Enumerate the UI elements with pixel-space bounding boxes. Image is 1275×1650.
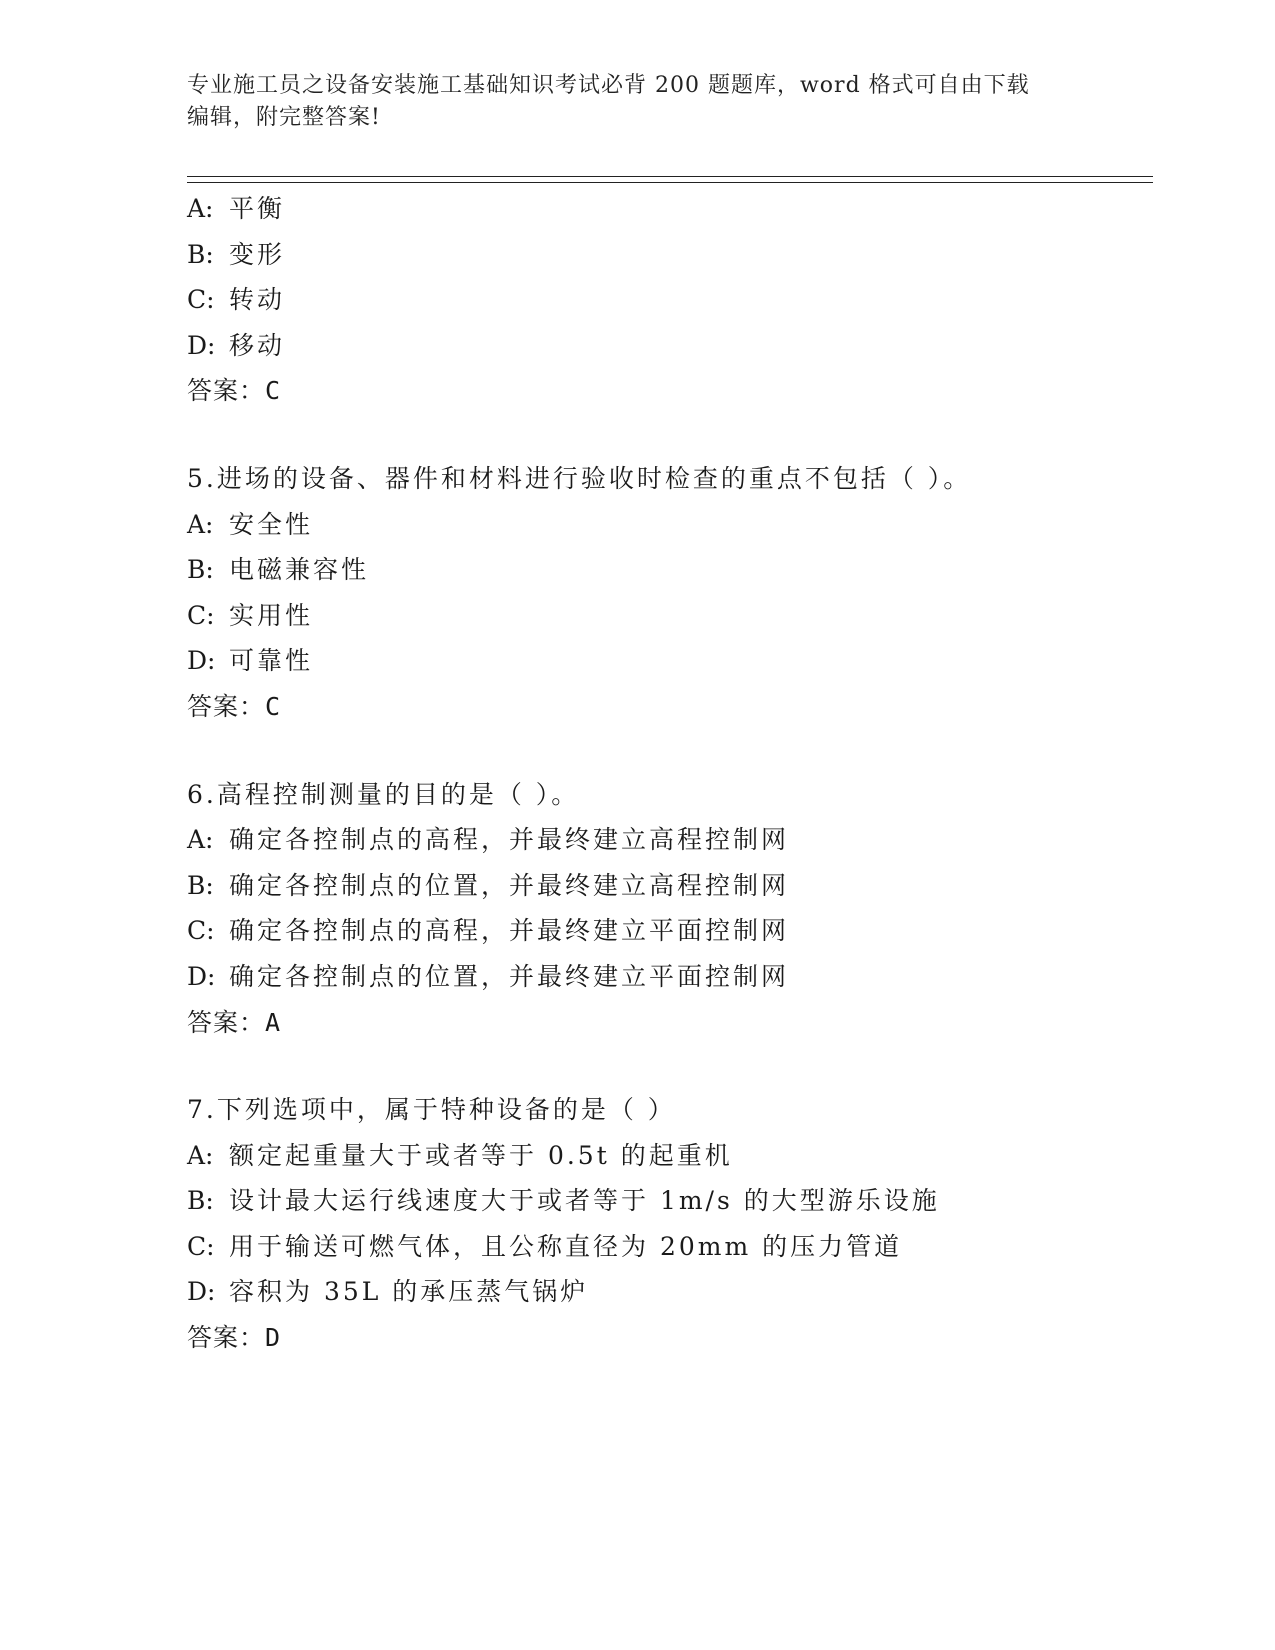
option-letter: B: bbox=[187, 555, 214, 585]
option-text: 确定各控制点的位置，并最终建立高程控制网 bbox=[229, 870, 790, 900]
option-c bbox=[187, 277, 1147, 323]
option-d bbox=[187, 323, 1147, 369]
question-block bbox=[187, 1087, 1147, 1361]
option-c bbox=[187, 1224, 1147, 1270]
header-divider-top bbox=[187, 176, 1153, 177]
option-letter: D: bbox=[187, 330, 216, 360]
option-d bbox=[187, 638, 1147, 684]
option-letter: C: bbox=[187, 600, 215, 630]
option-letter: A: bbox=[187, 825, 214, 855]
option-b bbox=[187, 547, 1147, 593]
answer-line bbox=[187, 368, 1147, 414]
option-letter: B: bbox=[187, 870, 214, 900]
question-block bbox=[187, 456, 1147, 730]
option-letter: B: bbox=[187, 239, 214, 269]
option-text: 确定各控制点的高程，并最终建立高程控制网 bbox=[229, 825, 790, 855]
question-stem: 7.下列选项中，属于特种设备的是（ ） bbox=[187, 1095, 676, 1125]
option-b bbox=[187, 232, 1147, 278]
question-stem: 6.高程控制测量的目的是（ ）。 bbox=[187, 779, 580, 809]
question-list bbox=[187, 186, 1147, 1361]
question-block bbox=[187, 772, 1147, 1046]
header-line-2: 编辑，附完整答案! bbox=[187, 105, 381, 130]
option-text: 用于输送可燃气体，且公称直径为 20mm 的压力管道 bbox=[229, 1231, 903, 1261]
option-letter: B: bbox=[187, 1186, 214, 1216]
option-text: 实用性 bbox=[229, 600, 314, 630]
answer-line bbox=[187, 1315, 1147, 1361]
option-a bbox=[187, 817, 1147, 863]
option-letter: C: bbox=[187, 916, 215, 946]
option-text: 安全性 bbox=[229, 509, 314, 539]
question-block bbox=[187, 186, 1147, 414]
option-letter: C: bbox=[187, 285, 215, 315]
option-text: 可靠性 bbox=[229, 646, 314, 676]
header-divider-bottom bbox=[187, 182, 1153, 183]
option-text: 容积为 35L 的承压蒸气锅炉 bbox=[229, 1277, 589, 1307]
option-d bbox=[187, 954, 1147, 1000]
option-text: 额定起重量大于或者等于 0.5t 的起重机 bbox=[229, 1140, 733, 1170]
option-text: 设计最大运行线速度大于或者等于 1m/s 的大型游乐设施 bbox=[229, 1186, 940, 1216]
option-a bbox=[187, 502, 1147, 548]
answer-line bbox=[187, 684, 1147, 730]
option-text: 转动 bbox=[229, 285, 286, 315]
answer-label: 答案： bbox=[187, 376, 266, 406]
answer-line bbox=[187, 1000, 1147, 1046]
option-letter: D: bbox=[187, 646, 216, 676]
option-d bbox=[187, 1269, 1147, 1315]
answer-label: 答案： bbox=[187, 1007, 266, 1037]
option-letter: A: bbox=[187, 194, 214, 223]
header-line-1: 专业施工员之设备安装施工基础知识考试必背 200 题题库，word 格式可自由下载 bbox=[187, 73, 1030, 98]
option-letter: C: bbox=[187, 1231, 215, 1261]
option-text: 确定各控制点的高程，并最终建立平面控制网 bbox=[229, 916, 790, 946]
option-text: 确定各控制点的位置，并最终建立平面控制网 bbox=[229, 961, 790, 991]
answer-label: 答案： bbox=[187, 1323, 266, 1353]
option-b bbox=[187, 863, 1147, 909]
option-c bbox=[187, 908, 1147, 954]
option-text: 变形 bbox=[229, 239, 286, 269]
option-b bbox=[187, 1178, 1147, 1224]
option-c bbox=[187, 593, 1147, 639]
answer-value: C bbox=[265, 376, 282, 406]
answer-label: 答案： bbox=[187, 691, 266, 721]
answer-value: C bbox=[265, 691, 282, 721]
option-letter: A: bbox=[187, 1140, 214, 1170]
question-stem: 5.进场的设备、器件和材料进行验收时检查的重点不包括（ ）。 bbox=[187, 463, 972, 493]
option-letter: D: bbox=[187, 1277, 216, 1307]
answer-value: D bbox=[265, 1323, 282, 1353]
option-a bbox=[187, 186, 1147, 232]
option-letter: D: bbox=[187, 961, 216, 991]
option-text: 移动 bbox=[229, 330, 286, 360]
option-text: 电磁兼容性 bbox=[229, 555, 370, 585]
page-header bbox=[187, 70, 1067, 134]
option-a bbox=[187, 1133, 1147, 1179]
answer-value: A bbox=[265, 1007, 282, 1037]
option-letter: A: bbox=[187, 509, 214, 539]
option-text: 平衡 bbox=[229, 194, 286, 223]
